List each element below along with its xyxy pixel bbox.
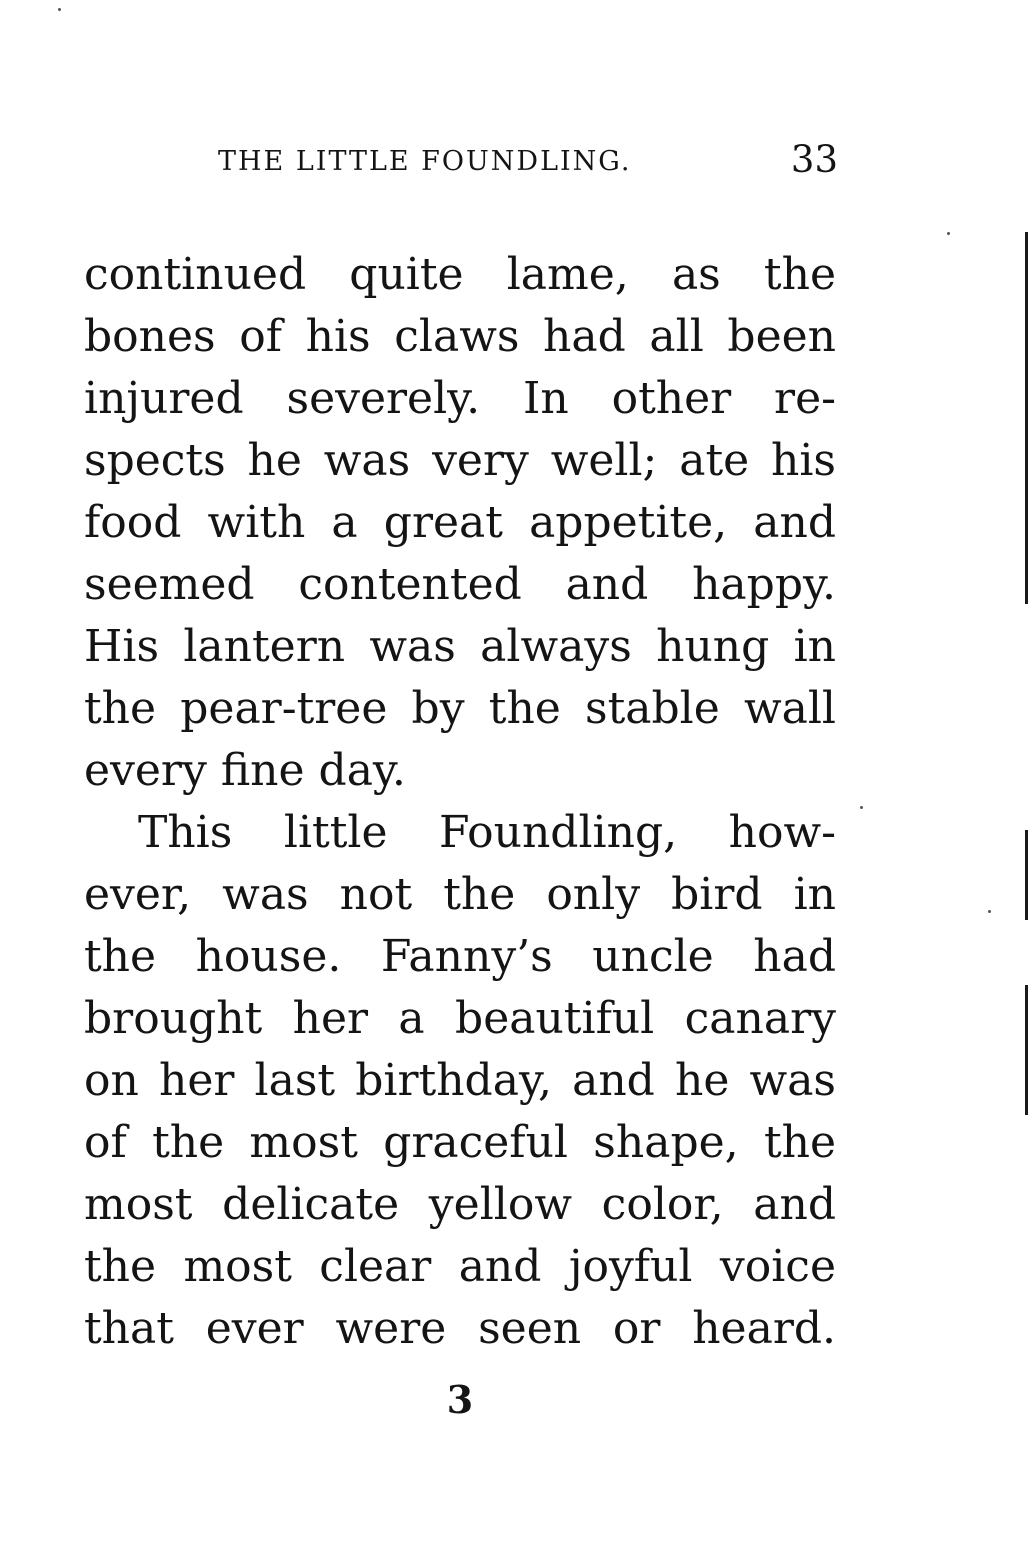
text-line: the pear-tree by the stable wall	[84, 683, 836, 734]
body-text	[84, 244, 836, 1360]
text-line: food with a great appetite, and	[84, 497, 836, 548]
text-line: every fine day.	[84, 745, 406, 796]
text-line: on her last birthday, and he was	[84, 1055, 836, 1106]
scan-edge-mark	[1025, 232, 1028, 604]
text-line: the most clear and joyful voice	[84, 1241, 836, 1292]
text-line: seemed contented and happy.	[84, 559, 836, 610]
text-line: ever, was not the only bird in	[84, 869, 836, 920]
signature-mark: 3	[446, 1377, 474, 1422]
text-line: of the most graceful shape, the	[84, 1117, 836, 1168]
text-line: most delicate yellow color, and	[84, 1179, 836, 1230]
scan-speck	[860, 806, 863, 809]
text-line: continued quite lame, as the	[84, 249, 836, 300]
text-line: brought her a beautiful canary	[84, 993, 836, 1044]
paragraph-start-line: This little Foundling, how-	[138, 807, 836, 858]
text-line: that ever were seen or heard.	[84, 1303, 836, 1354]
text-line: spects he was very well; ate his	[84, 435, 836, 486]
running-title: THE LITTLE FOUNDLING.	[218, 146, 632, 177]
scan-edge-mark	[1025, 985, 1028, 1115]
text-line: His lantern was always hung in	[84, 621, 836, 672]
scan-speck	[947, 232, 950, 235]
page-number: 33	[790, 138, 838, 181]
text-line: the house. Fanny’s uncle had	[84, 931, 836, 982]
text-line: bones of his claws had all been	[84, 311, 836, 362]
scan-edge-mark	[1025, 830, 1028, 920]
scan-speck	[58, 8, 61, 11]
scan-speck	[988, 910, 991, 913]
text-line: injured severely. In other re-	[84, 373, 836, 424]
running-header	[218, 138, 838, 188]
